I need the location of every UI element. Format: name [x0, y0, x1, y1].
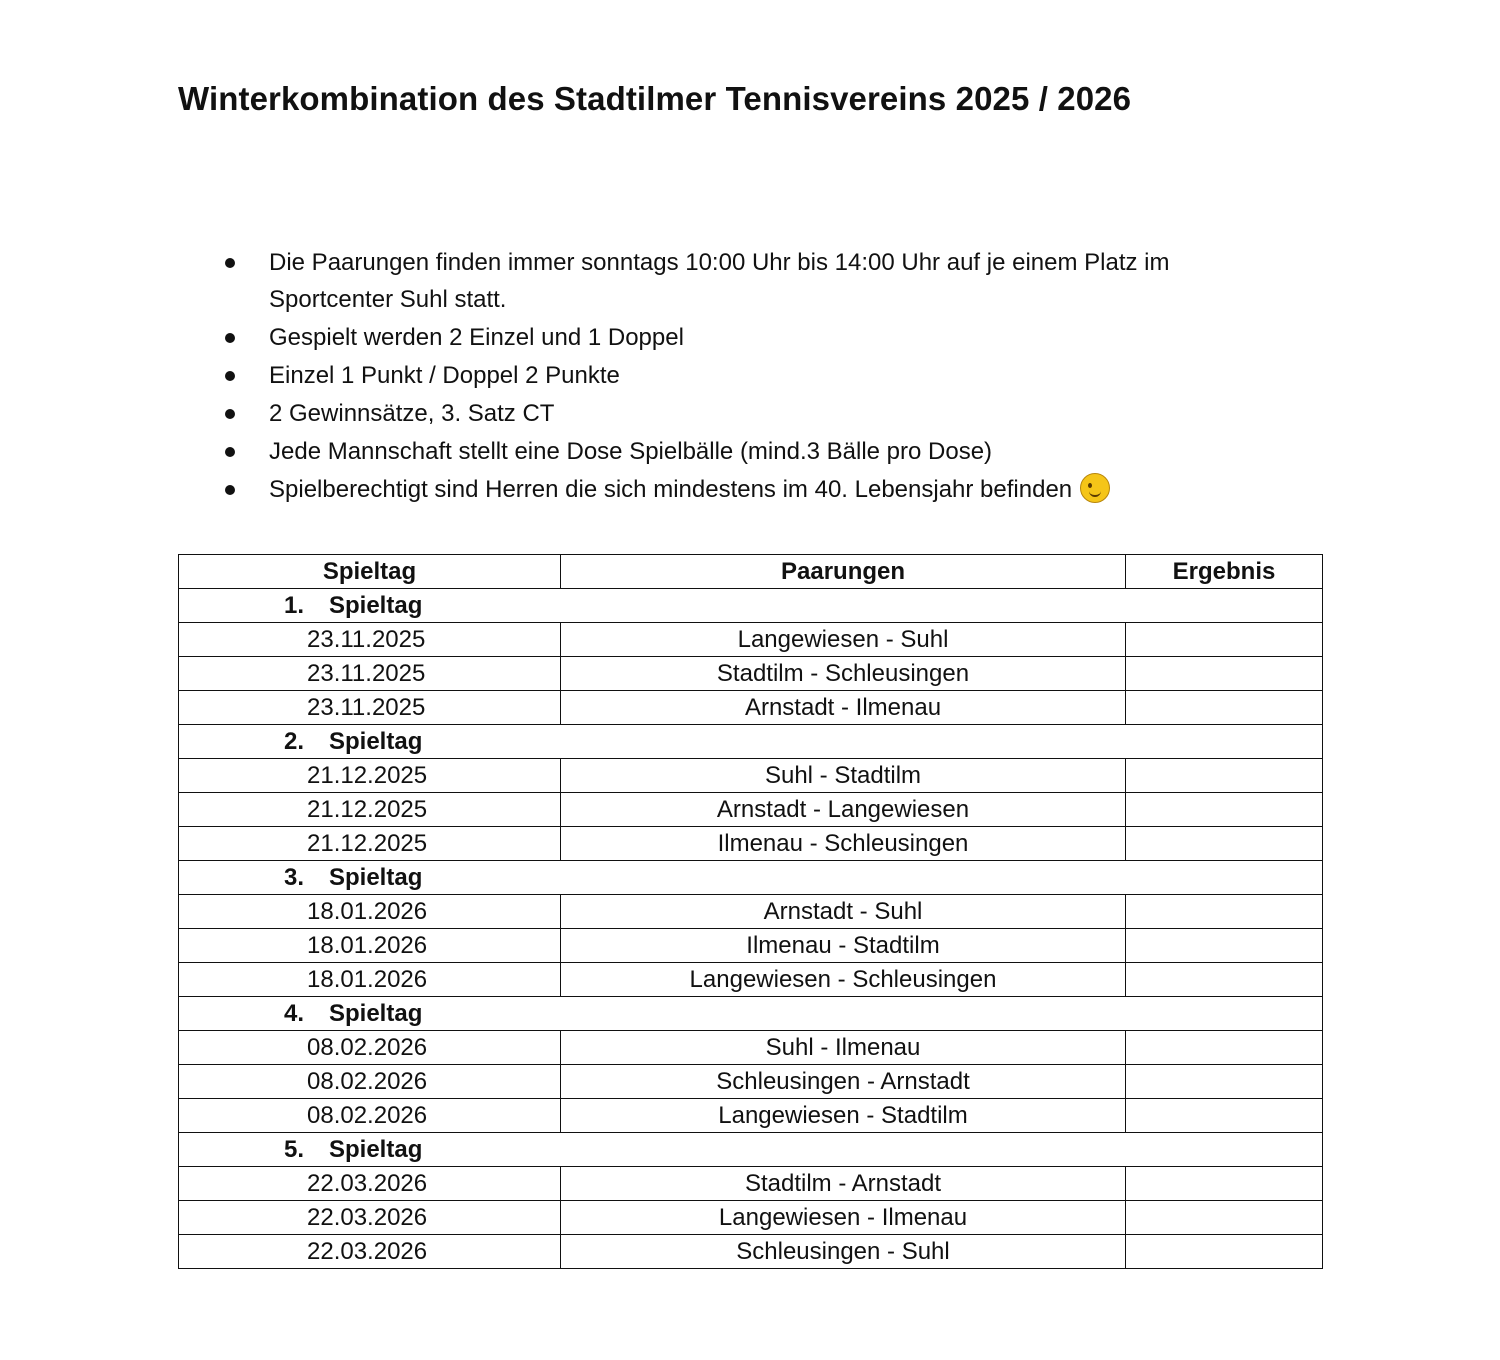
winking-face-icon [1080, 473, 1110, 503]
table-row [179, 1099, 1323, 1133]
matchday-group-row [179, 725, 1323, 759]
bullet-icon [225, 485, 235, 495]
rule-text: Einzel 1 Punkt / Doppel 2 Punkte [269, 362, 620, 389]
match-pairing: Langewiesen - Schleusingen [561, 963, 1126, 997]
match-pairing: Langewiesen - Ilmenau [561, 1201, 1126, 1235]
table-row [179, 623, 1323, 657]
rule-text: Die Paarungen finden immer sonntags 10:00 Uhr bis 14:00 Uhr auf je einem Platz im Sportcenter Suhl statt. [269, 249, 1170, 313]
matchday-number: 5. [284, 1136, 305, 1163]
match-result[interactable] [1126, 623, 1323, 657]
match-result[interactable] [1126, 1065, 1323, 1099]
matchday-text: Spieltag [329, 728, 423, 755]
rule-item [178, 433, 1278, 470]
matchday-number: 2. [284, 728, 305, 755]
match-date: 21.12.2025 [179, 827, 561, 861]
match-date: 08.02.2026 [179, 1099, 561, 1133]
bullet-icon [225, 258, 235, 268]
rule-text: 2 Gewinnsätze, 3. Satz CT [269, 400, 555, 427]
table-row [179, 963, 1323, 997]
match-result[interactable] [1126, 657, 1323, 691]
matchday-text: Spieltag [329, 592, 423, 619]
table-row [179, 759, 1323, 793]
matchday-label [179, 725, 1323, 759]
match-date: 18.01.2026 [179, 929, 561, 963]
match-pairing: Arnstadt - Ilmenau [561, 691, 1126, 725]
rules-list [178, 244, 1278, 509]
match-pairing: Arnstadt - Langewiesen [561, 793, 1126, 827]
match-date: 08.02.2026 [179, 1031, 561, 1065]
header-spieltag: Spieltag [179, 555, 561, 589]
table-row [179, 1201, 1323, 1235]
bullet-icon [225, 409, 235, 419]
match-date: 22.03.2026 [179, 1167, 561, 1201]
match-result[interactable] [1126, 691, 1323, 725]
matchday-number: 4. [284, 1000, 305, 1027]
match-date: 22.03.2026 [179, 1235, 561, 1269]
match-result[interactable] [1126, 1167, 1323, 1201]
match-date: 23.11.2025 [179, 657, 561, 691]
match-result[interactable] [1126, 1201, 1323, 1235]
table-row [179, 691, 1323, 725]
match-date: 18.01.2026 [179, 895, 561, 929]
rule-item [178, 471, 1278, 508]
match-pairing: Schleusingen - Arnstadt [561, 1065, 1126, 1099]
page-title: Winterkombination des Stadtilmer Tennisvereins 2025 / 2026 [178, 80, 1132, 117]
rule-item [178, 357, 1278, 394]
table-row [179, 895, 1323, 929]
match-date: 08.02.2026 [179, 1065, 561, 1099]
table-row [179, 1235, 1323, 1269]
matchday-group-row [179, 997, 1323, 1031]
table-row [179, 1031, 1323, 1065]
match-result[interactable] [1126, 1031, 1323, 1065]
match-result[interactable] [1126, 759, 1323, 793]
match-result[interactable] [1126, 1235, 1323, 1269]
table-row [179, 827, 1323, 861]
header-paarungen: Paarungen [561, 555, 1126, 589]
rule-item [178, 244, 1278, 318]
match-pairing: Arnstadt - Suhl [561, 895, 1126, 929]
matchday-text: Spieltag [329, 864, 423, 891]
matchday-label [179, 997, 1323, 1031]
match-pairing: Ilmenau - Schleusingen [561, 827, 1126, 861]
matchday-label [179, 861, 1323, 895]
table-row [179, 657, 1323, 691]
match-result[interactable] [1126, 895, 1323, 929]
rule-item [178, 319, 1278, 356]
header-ergebnis: Ergebnis [1126, 555, 1323, 589]
match-pairing: Ilmenau - Stadtilm [561, 929, 1126, 963]
matchday-number: 3. [284, 864, 305, 891]
match-result[interactable] [1126, 963, 1323, 997]
rule-text: Jede Mannschaft stellt eine Dose Spielbälle (mind.3 Bälle pro Dose) [269, 438, 993, 465]
match-result[interactable] [1126, 1099, 1323, 1133]
bullet-icon [225, 371, 235, 381]
matchday-label [179, 589, 1323, 623]
rule-text: Spielberechtigt sind Herren die sich mindestens im 40. Lebensjahr befinden [269, 476, 1073, 503]
bullet-icon [225, 447, 235, 457]
matchday-number: 1. [284, 592, 305, 619]
table-row [179, 1065, 1323, 1099]
table-row [179, 793, 1323, 827]
match-result[interactable] [1126, 793, 1323, 827]
matchday-group-row [179, 589, 1323, 623]
bullet-icon [225, 333, 235, 343]
match-date: 23.11.2025 [179, 623, 561, 657]
match-pairing: Schleusingen - Suhl [561, 1235, 1126, 1269]
schedule-table [178, 554, 1323, 1269]
match-pairing: Suhl - Stadtilm [561, 759, 1126, 793]
match-date: 22.03.2026 [179, 1201, 561, 1235]
table-row [179, 929, 1323, 963]
match-pairing: Stadtilm - Schleusingen [561, 657, 1126, 691]
matchday-text: Spieltag [329, 1000, 423, 1027]
rule-item [178, 395, 1278, 432]
match-date: 18.01.2026 [179, 963, 561, 997]
match-date: 21.12.2025 [179, 759, 561, 793]
match-pairing: Suhl - Ilmenau [561, 1031, 1126, 1065]
match-pairing: Langewiesen - Stadtilm [561, 1099, 1126, 1133]
match-pairing: Langewiesen - Suhl [561, 623, 1126, 657]
matchday-label [179, 1133, 1323, 1167]
match-result[interactable] [1126, 827, 1323, 861]
rule-text: Gespielt werden 2 Einzel und 1 Doppel [269, 324, 684, 351]
table-header-row [179, 555, 1323, 589]
match-pairing: Stadtilm - Arnstadt [561, 1167, 1126, 1201]
table-row [179, 1167, 1323, 1201]
matchday-group-row [179, 861, 1323, 895]
match-date: 21.12.2025 [179, 793, 561, 827]
matchday-group-row [179, 1133, 1323, 1167]
matchday-text: Spieltag [329, 1136, 423, 1163]
match-result[interactable] [1126, 929, 1323, 963]
match-date: 23.11.2025 [179, 691, 561, 725]
